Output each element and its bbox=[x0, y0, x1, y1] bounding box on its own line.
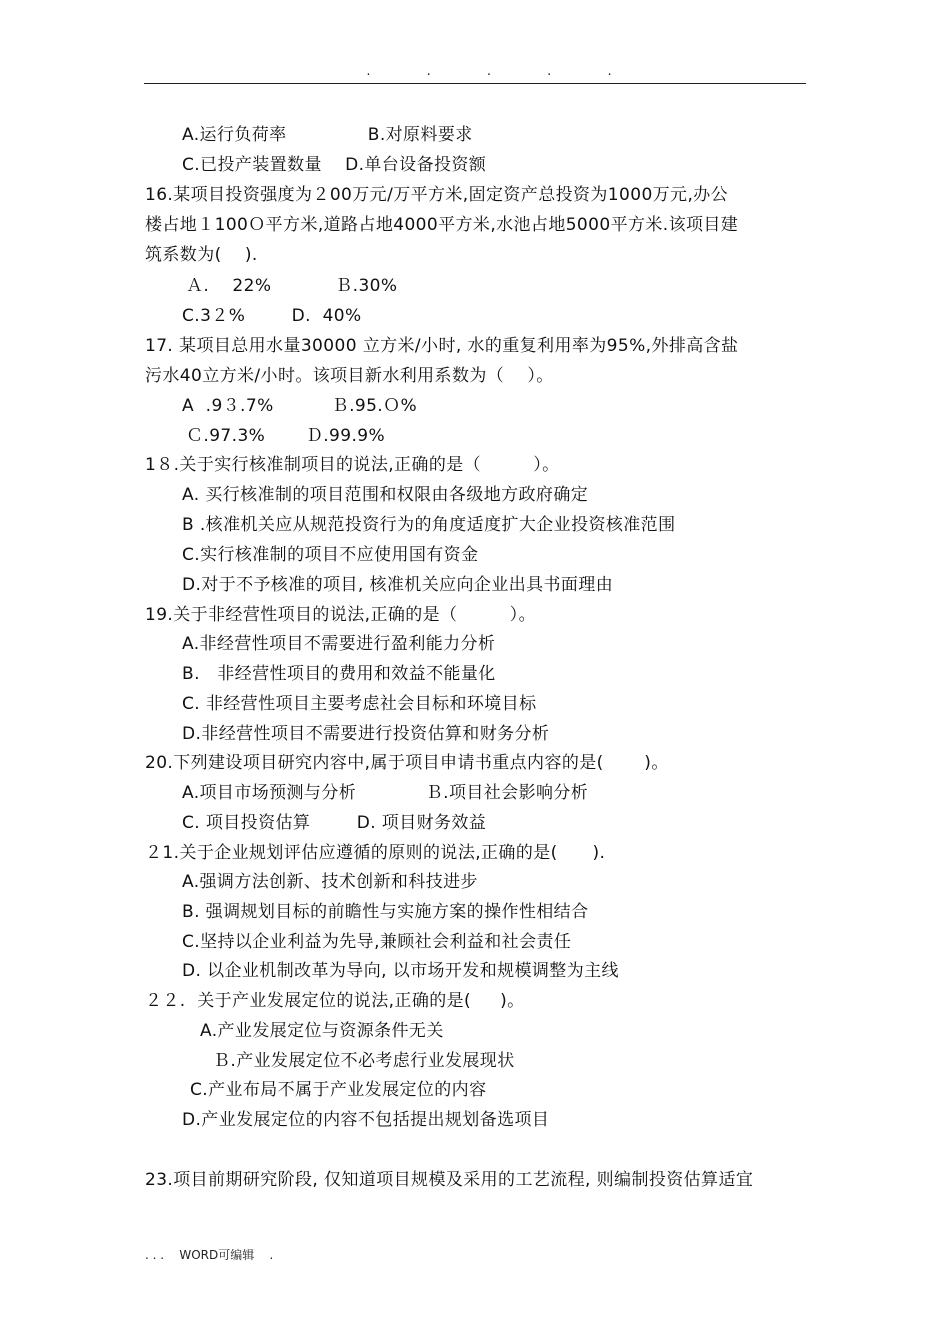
question-19: 19.关于非经营性项目的说法,正确的是（ ）。 bbox=[145, 605, 536, 625]
option-line: C. 项目投资估算 D. 项目财务效益 bbox=[182, 813, 487, 833]
option-line: C.实行核准制的项目不应使用国有资金 bbox=[182, 545, 479, 565]
question-16-cont: 楼占地１100Ｏ平方米,道路占地4000平方米,水池占地5000平方米.该项目建 bbox=[145, 215, 739, 235]
option-line: C.已投产装置数量 D.单台设备投资额 bbox=[182, 155, 487, 175]
option-line: A .9３.7% Ｂ.95.Ｏ% bbox=[182, 396, 418, 416]
option-line: B. 非经营性项目的费用和效益不能量化 bbox=[182, 664, 496, 684]
question-22: ２２. 关于产业发展定位的说法,正确的是( )。 bbox=[145, 991, 525, 1011]
option-line: A.项目市场预测与分析 Ｂ.项目社会影响分析 bbox=[182, 783, 589, 803]
option-line: A.产业发展定位与资源条件无关 bbox=[200, 1021, 444, 1041]
option-line: D. 以企业机制改革为导向, 以市场开发和规模调整为主线 bbox=[182, 961, 619, 981]
option-line: Ａ. 22% Ｂ.30% bbox=[186, 276, 398, 296]
question-18: 1８.关于实行核准制项目的说法,正确的是（ ）。 bbox=[145, 455, 560, 475]
option-line: C.坚持以企业利益为先导,兼顾社会利益和社会责任 bbox=[182, 932, 572, 952]
question-21: ２1.关于企业规划评估应遵循的原则的说法,正确的是( ). bbox=[145, 843, 606, 863]
question-17: 17. 某项目总用水量30000 立方米/小时, 水的重复利用率为95%,外排高含盐 bbox=[145, 336, 739, 356]
question-16-cont: 筑系数为( ). bbox=[145, 245, 258, 265]
option-line: A.强调方法创新、技术创新和科技进步 bbox=[182, 872, 478, 892]
page-footer: . . . WORD可编辑 . bbox=[145, 1248, 274, 1262]
option-line: Ｃ.97.3% Ｄ.99.9% bbox=[186, 426, 386, 446]
option-line: C.3２% D. 40% bbox=[182, 306, 362, 326]
question-16: 16.某项目投资强度为２00万元/万平方米,固定资产总投资为1000万元,办公 bbox=[145, 185, 729, 205]
option-line: A.非经营性项目不需要进行盈利能力分析 bbox=[182, 634, 496, 654]
option-line: B .核准机关应从规范投资行为的角度适度扩大企业投资核准范围 bbox=[182, 515, 676, 535]
question-20: 20.下列建设项目研究内容中,属于项目申请书重点内容的是( )。 bbox=[145, 753, 669, 773]
question-23: 23.项目前期研究阶段, 仅知道项目规模及采用的工艺流程, 则编制投资估算适宜 bbox=[145, 1170, 754, 1190]
option-line: A.运行负荷率 B.对原料要求 bbox=[182, 125, 473, 145]
header-dots: . . . . . bbox=[366, 64, 638, 79]
option-line: B. 强调规划目标的前瞻性与实施方案的操作性相结合 bbox=[182, 902, 589, 922]
option-line: A. 买行核准制的项目范围和权限由各级地方政府确定 bbox=[182, 485, 589, 505]
option-line: D.对于不予核准的项目, 核准机关应向企业出具书面理由 bbox=[182, 575, 614, 595]
option-line: D.产业发展定位的内容不包括提出规划备选项目 bbox=[182, 1110, 550, 1130]
question-17-cont: 污水40立方米/小时。该项目新水利用系数为（ ）。 bbox=[145, 366, 554, 386]
option-line: Ｂ.产业发展定位不必考虑行业发展现状 bbox=[213, 1051, 515, 1071]
option-line: C. 非经营性项目主要考虑社会目标和环境目标 bbox=[182, 694, 537, 714]
option-line: D.非经营性项目不需要进行投资估算和财务分析 bbox=[182, 724, 550, 744]
option-line: C.产业布局不属于产业发展定位的内容 bbox=[190, 1080, 487, 1100]
